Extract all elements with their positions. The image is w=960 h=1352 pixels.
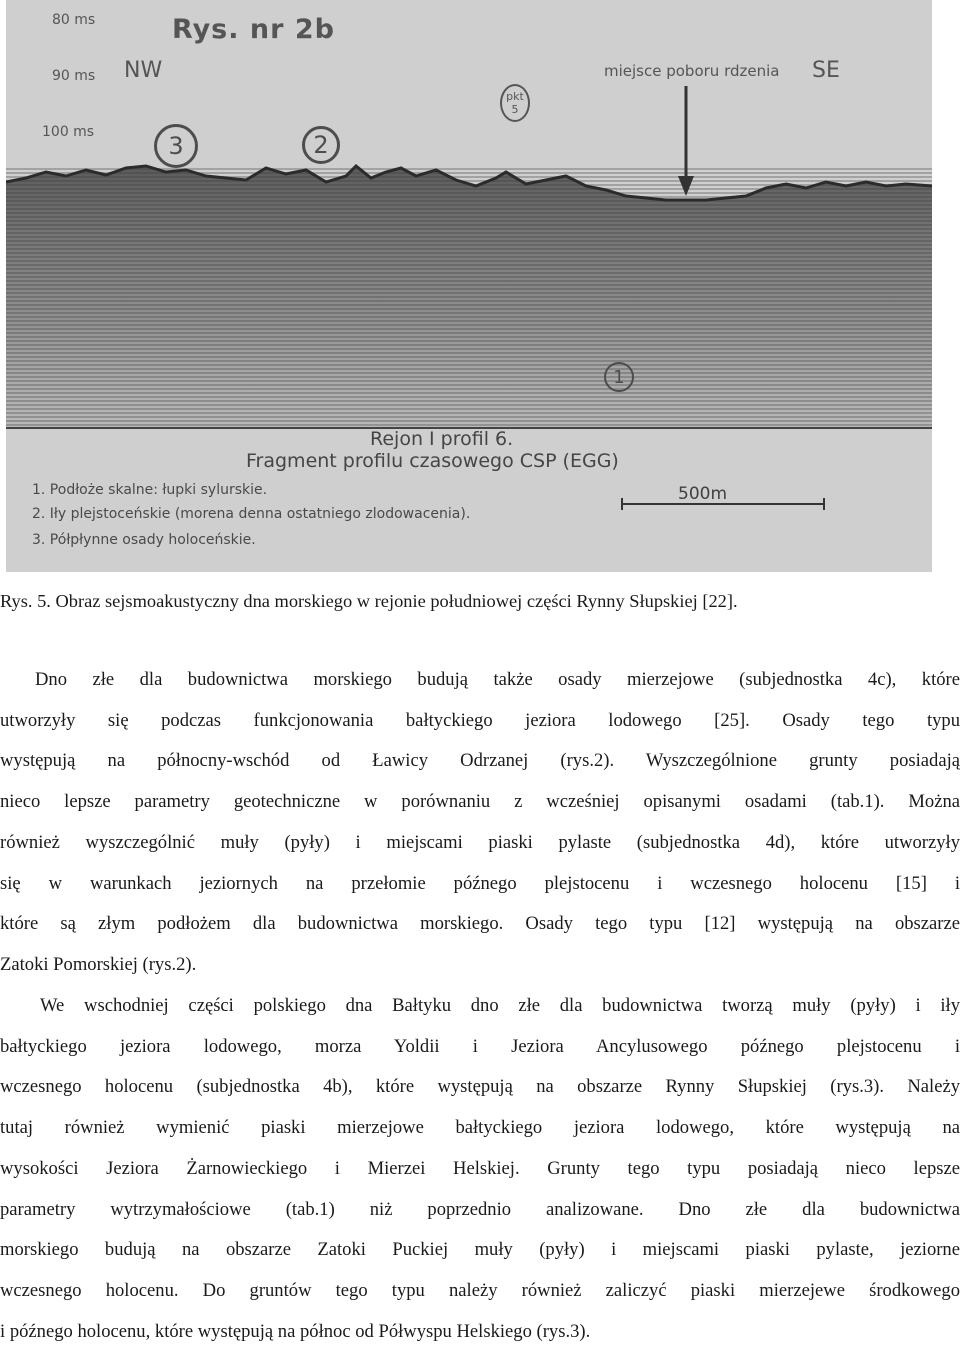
paragraph-1-line: nieco lepsze parametry geotechniczne w porównaniu z wcześniej opisanymi osadami (tab.1). Można bbox=[0, 791, 960, 813]
legend-item-1: 1. Podłoże skalne: łupki sylurskie. bbox=[32, 482, 268, 498]
seismic-profile-figure bbox=[6, 0, 932, 572]
paragraph-1-line: Zatoki Pomorskiej (rys.2). bbox=[0, 953, 197, 975]
point-marker-label: pkt bbox=[506, 90, 524, 103]
direction-se: SE bbox=[812, 58, 840, 83]
direction-nw: NW bbox=[124, 58, 163, 83]
paragraph-2 bbox=[0, 986, 960, 1352]
paragraph-1-line: Dno złe dla budownictwa morskiego budują także osady mierzejowe (subjednostka 4c), które bbox=[35, 669, 960, 690]
point-marker-number: 5 bbox=[511, 103, 519, 116]
paragraph-2-line: parametry wytrzymałościowe (tab.1) niż poprzednio analizowane. Dno złe dla budownictwa bbox=[0, 1198, 960, 1220]
paragraph-1 bbox=[0, 660, 960, 986]
paragraph-1-line: utworzyły się podczas funkcjonowania bałtyckiego jeziora lodowego [25]. Osady tego typu bbox=[0, 709, 960, 731]
time-label-90: 90 ms bbox=[52, 68, 96, 84]
point-marker bbox=[500, 84, 530, 122]
paragraph-2-line: wczesnego holocenu (subjednostka 4b), które występują na obszarze Rynny Słupskiej (rys.3). Należy bbox=[0, 1076, 960, 1098]
figure-title: Rys. nr 2b bbox=[172, 14, 335, 45]
marker-3-label: 3 bbox=[168, 132, 184, 160]
time-label-80: 80 ms bbox=[52, 12, 96, 28]
marker-2-label: 2 bbox=[313, 131, 329, 159]
paragraph-1-line: również wyszczególnić muły (pyły) i miejscami piaski pylaste (subjednostka 4d), które utworzyły bbox=[0, 831, 960, 853]
profile-fragment-label: Fragment profilu czasowego CSP (EGG) bbox=[246, 450, 619, 472]
marker-1 bbox=[604, 362, 634, 392]
legend-item-3: 3. Półpłynne osady holoceńskie. bbox=[32, 532, 256, 548]
paragraph-1-line: które są złym podłożem dla budownictwa morskiego. Osady tego typu [12] występują na obszarze bbox=[0, 913, 960, 935]
paragraph-2-line: bałtyckiego jeziora lodowego, morza Yoldii i Jeziora Ancylusowego późnego plejstocenu i bbox=[0, 1035, 960, 1057]
marker-2 bbox=[302, 126, 340, 164]
paragraph-2-line: morskiego budują na obszarze Zatoki Puckiej muły (pyły) i miejscami piaski pylaste, jeziorne bbox=[0, 1239, 960, 1261]
core-location-label: miejsce poboru rdzenia bbox=[604, 62, 780, 80]
time-label-100: 100 ms bbox=[42, 124, 95, 140]
paragraph-2-line: We wschodniej części polskiego dna Bałtyku dno złe dla budownictwa tworzą muły (pyły) i iły bbox=[40, 995, 960, 1016]
figure-caption: Rys. 5. Obraz sejsmoakustyczny dna morskiego w rejonie południowej części Rynny Słupskiej [22]. bbox=[0, 591, 738, 611]
paragraph-2-line: tutaj również wymienić piaski mierzejowe bałtyckiego jeziora lodowego, które występują na bbox=[0, 1117, 960, 1139]
legend-item-2: 2. Iły plejstoceńskie (morena denna ostatniego zlodowacenia). bbox=[32, 506, 471, 522]
paragraph-1-line: się w warunkach jeziornych na przełomie późnego plejstocenu i wczesnego holocenu [15] i bbox=[0, 872, 960, 894]
paragraph-1-line: występują na północny-wschód od Ławicy Odrzanej (rys.2). Wyszczególnione grunty posiadają bbox=[0, 750, 960, 772]
paragraph-2-line: i późnego holocenu, które występują na północ od Półwyspu Helskiego (rys.3). bbox=[0, 1320, 591, 1342]
region-label: Rejon I profil 6. bbox=[370, 428, 514, 450]
marker-1-label: 1 bbox=[613, 366, 625, 388]
scale-label: 500m bbox=[678, 484, 728, 504]
paragraph-2-line: wysokości Jeziora Żarnowieckiego i Mierzei Helskiej. Grunty tego typu posiadają nieco lepsze bbox=[0, 1157, 960, 1179]
paragraph-2-line: wczesnego holocenu. Do gruntów tego typu należy również zaliczyć piaski mierzejewe środkowego bbox=[0, 1279, 960, 1301]
marker-3 bbox=[154, 124, 198, 168]
